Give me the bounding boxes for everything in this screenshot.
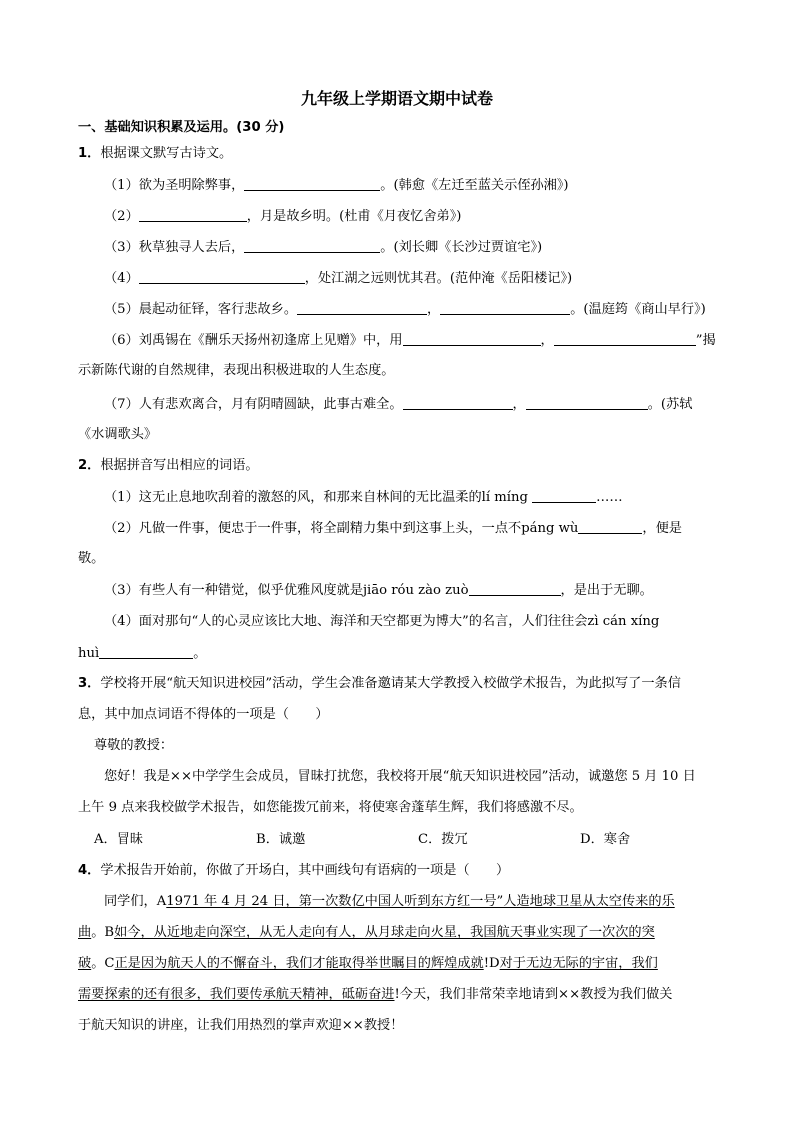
- q2-item-1: [104, 487, 623, 508]
- item-text: 。(韩愈《左迁至蓝关示侄孙湘》): [380, 178, 569, 193]
- item-text: （3）有些人有一种错觉，似乎优雅风度就是jiāo róu zào zuò: [104, 583, 469, 598]
- q2-item-2: [104, 518, 682, 539]
- q1-item-3: [104, 237, 542, 258]
- q1-item-5: [104, 299, 706, 320]
- answer-blank[interactable]: [403, 394, 513, 410]
- item-text: ，: [512, 397, 526, 412]
- passage-line-1: [104, 892, 675, 912]
- item-text: 。(温庭筠《商山早行》): [570, 302, 706, 317]
- passage-line-5: 于航天知识的讲座，让我们用热烈的掌声欢迎××教授！: [78, 1018, 404, 1033]
- question-text: 学术报告开始前，你做了开场白，其中画线句有语病的一项是（ ）: [100, 863, 510, 878]
- answer-blank[interactable]: [526, 394, 648, 410]
- item-text: 。(刘长卿《长沙过贾谊宅》): [380, 240, 543, 255]
- answer-blank[interactable]: [532, 487, 596, 503]
- passage-line-4: [78, 985, 672, 1005]
- item-text: ，是出于无聊。: [560, 583, 653, 598]
- question-text: 根据拼音写出相应的词语。: [100, 458, 259, 473]
- q1-item-1: [104, 175, 569, 196]
- item-text: （1）这无止息地吹刮着的激怒的风，和那来自林间的无比温柔的lí míng: [104, 490, 533, 505]
- passage-line-3: [78, 954, 658, 974]
- question-3-stem: [78, 674, 681, 694]
- passage-text: !D: [483, 956, 500, 971]
- item-text: （3）秋草独寻人去后，: [104, 240, 245, 255]
- answer-blank[interactable]: [469, 580, 561, 596]
- item-text: ……: [596, 490, 623, 505]
- answer-blank[interactable]: [99, 643, 193, 659]
- item-text: （1）欲为圣明除弊事，: [104, 178, 245, 193]
- item-text: huì: [78, 646, 100, 661]
- underlined-sentence-d: 需要探索的还有很多，我们要传承航天精神，砥砺奋进: [78, 987, 395, 1002]
- q2-item-2-cont: 敬。: [78, 551, 105, 566]
- item-text: ，: [427, 302, 441, 317]
- letter-body-line-1: 您好！我是××中学学生会成员，冒昧打扰您，我校将开展“航天知识进校园”活动，诚邀您 5 月 10 日: [104, 769, 696, 784]
- answer-blank[interactable]: [244, 237, 380, 253]
- item-text: （5）晨起动征铎，客行悲故乡。: [104, 302, 298, 317]
- answer-blank[interactable]: [297, 299, 427, 315]
- option-a[interactable]: A．冒昧: [94, 832, 144, 847]
- item-text: ，: [540, 333, 554, 348]
- item-text: （4）: [104, 271, 139, 286]
- answer-blank[interactable]: [244, 175, 380, 191]
- question-number: 3．: [78, 676, 101, 691]
- item-text: 。(苏轼: [647, 397, 693, 412]
- q2-item-4-cont: [78, 643, 206, 664]
- item-text: （2）凡做一件事，便忠于一件事，将全副精力集中到这事上头，一点不páng wù: [104, 521, 579, 536]
- q1-item-7-cont: 《水调歌头》: [78, 427, 158, 442]
- answer-blank[interactable]: [578, 518, 642, 534]
- letter-body-line-2: 上午 9 点来我校做学术报告，如您能拨冗前来，将使寒舍蓬荜生辉，我们将感激不尽。: [78, 800, 583, 815]
- underlined-sentence-c: 正是因为航天人的不懈奋斗，我们才能取得举世瞩目的辉煌成就: [114, 956, 484, 971]
- question-number: 1．: [78, 146, 101, 161]
- passage-text: !今天，我们非常荣幸地请到××教授为我们做关: [394, 987, 673, 1002]
- passage-text: 。C: [91, 956, 115, 971]
- underlined-sentence-b: 破: [78, 956, 92, 971]
- item-text: （6）刘禹锡在《酬乐天扬州初逢席上见赠》中，用: [104, 333, 403, 348]
- underlined-sentence-a: 1971 年 4 月 24 日，第一次数亿中国人听到东方红一号”人造地球卫星从太空传来的乐: [166, 894, 675, 909]
- underlined-sentence-d: 对于无边无际的宇宙，我们: [499, 956, 658, 971]
- question-2-stem: [78, 456, 259, 476]
- item-text: ”揭: [695, 333, 716, 348]
- item-text: ，月是故乡明。(杜甫《月夜忆舍弟》): [246, 209, 462, 224]
- question-text: 学校将开展“航天知识进校园”活动，学生会准备邀请某大学教授入校做学术报告，为此拟写了一条信: [100, 676, 681, 691]
- question-number: 4．: [78, 863, 101, 878]
- answer-blank[interactable]: [139, 206, 247, 222]
- item-text: （7）人有悲欢离合，月有阴晴圆缺，此事古难全。: [104, 397, 403, 412]
- option-d[interactable]: D．寒舍: [580, 832, 631, 847]
- passage-line-2: [78, 923, 655, 943]
- answer-blank[interactable]: [440, 299, 570, 315]
- item-text: （2）: [104, 209, 139, 224]
- underlined-sentence-a: 曲: [78, 925, 92, 940]
- letter-salutation: 尊敬的教授：: [94, 738, 174, 753]
- option-c[interactable]: C．拨冗: [418, 832, 468, 847]
- question-3-stem-cont: 息，其中加点词语不得体的一项是（ ）: [78, 707, 329, 722]
- q1-item-6: [104, 330, 716, 351]
- option-b[interactable]: B．诚邀: [256, 832, 306, 847]
- section-heading: 一、基础知识积累及运用。(30 分): [78, 120, 285, 135]
- q2-item-3: [104, 580, 653, 601]
- item-text: ，便是: [642, 521, 682, 536]
- q1-item-2: [104, 206, 461, 227]
- q2-item-4: （4）面对那句“人的心灵应该比大地、海洋和天空都更为博大”的名言，人们往往会zì cán xíng: [104, 614, 660, 629]
- item-text: ，处江湖之远则忧其君。(范仲淹《岳阳楼记》): [304, 271, 573, 286]
- answer-blank[interactable]: [139, 268, 305, 284]
- question-text: 根据课文默写古诗文。: [100, 146, 233, 161]
- page-title: 九年级上学期语文期中试卷: [300, 89, 493, 108]
- q1-item-7: [104, 394, 692, 415]
- passage-text: 。B: [91, 925, 115, 940]
- question-1-stem: [78, 144, 232, 164]
- answer-blank[interactable]: [554, 330, 696, 346]
- q1-item-6-cont: 示新陈代谢的自然规律，表现出积极进取的人生态度。: [78, 363, 395, 378]
- answer-blank[interactable]: [403, 330, 541, 346]
- item-text: 。: [193, 646, 207, 661]
- q1-item-4: [104, 268, 572, 289]
- question-number: 2．: [78, 458, 101, 473]
- underlined-sentence-b: 如今，从近地走向深空，从无人走向有人，从月球走向火星，我国航天事业实现了一次次的突: [114, 925, 655, 940]
- passage-text: 同学们，A: [104, 894, 167, 909]
- question-4-stem: [78, 861, 509, 881]
